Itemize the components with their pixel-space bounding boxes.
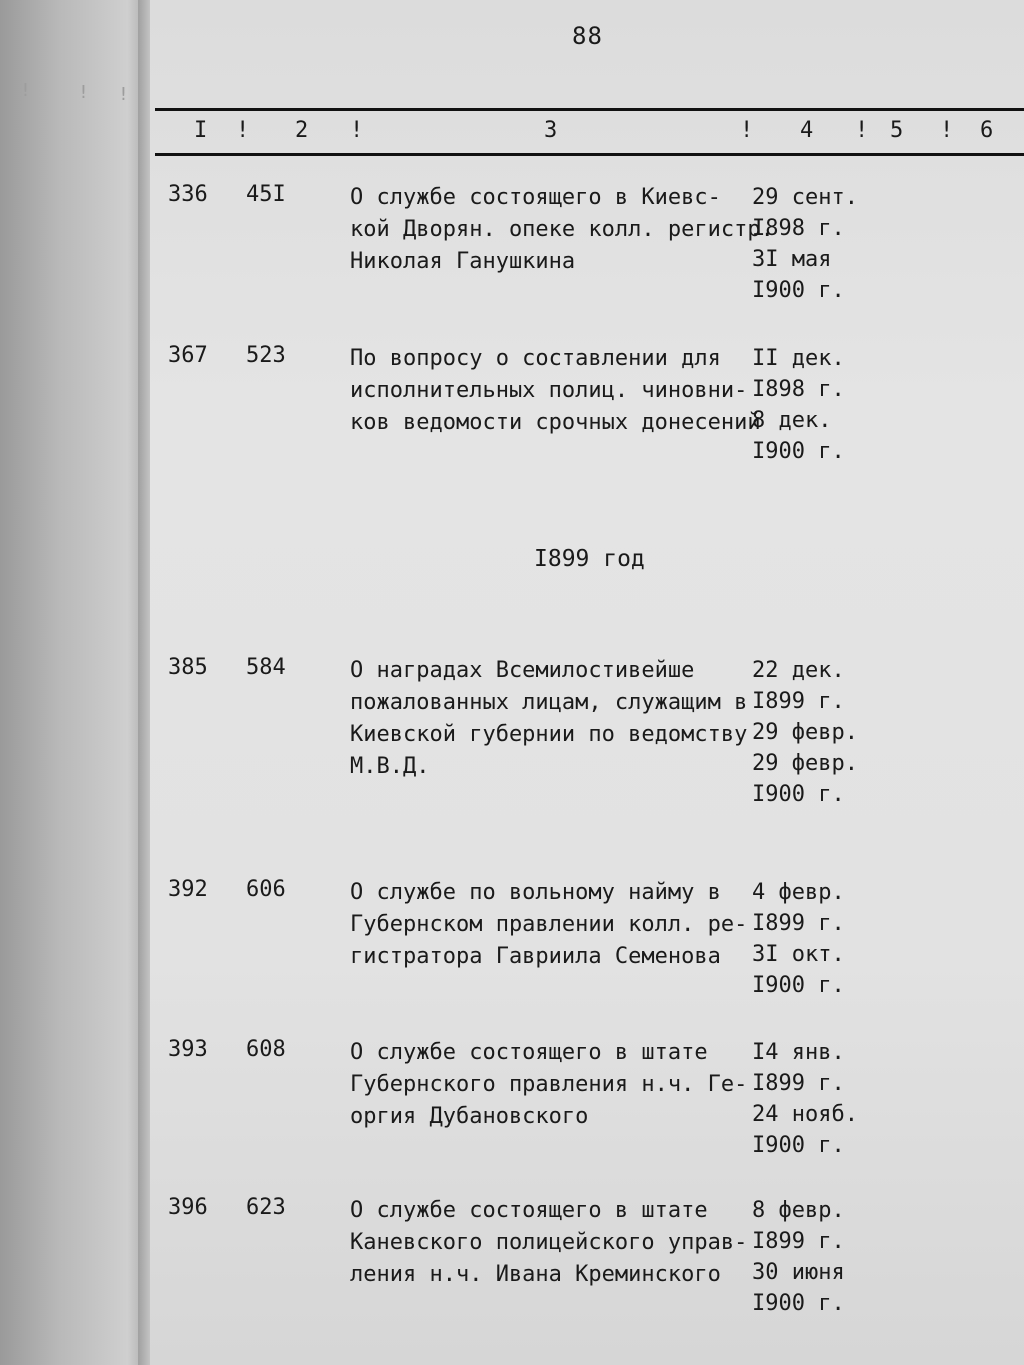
file-number: 584 [246,655,286,680]
document-page [150,0,1024,1365]
bleed-mark: ! [118,84,129,105]
date-line: I900 г. [752,782,845,807]
date-line: 24 нояб. [752,1102,858,1127]
title-line: ков ведомости срочных донесений [350,410,761,435]
column-header-4: 4 [800,118,814,143]
title-line: О службе состоящего в штате [350,1198,708,1223]
column-separator: ! [855,118,869,143]
title-line: пожалованных лицам, служащим в [350,690,748,715]
bleed-mark: ! [20,80,31,101]
entry-number: 385 [168,655,208,680]
date-line: 22 дек. [752,658,845,683]
title-line: ления н.ч. Ивана Креминского [350,1262,721,1287]
date-line: I899 г. [752,1229,845,1254]
page-number: 88 [572,22,603,50]
title-line: кой Дворян. опеке колл. регистр. [350,217,774,242]
date-line: I900 г. [752,973,845,998]
left-page-edge [0,0,150,1365]
date-line: I898 г. [752,377,845,402]
title-line: По вопросу о составлении для [350,346,721,371]
date-line: 29 февр. [752,751,858,776]
column-header-6: 6 [980,118,994,143]
entry-dates [752,1195,845,1319]
date-line: I899 г. [752,689,845,714]
entry-dates [752,182,858,306]
column-header-3: 3 [544,118,558,143]
title-line: Николая Ганушкина [350,249,576,274]
title-line: гистратора Гавриила Семенова [350,944,721,969]
date-line: 30 июня [752,1260,845,1285]
entry-title [350,655,760,783]
date-line: 3I мая [752,247,832,272]
date-line: I900 г. [752,278,845,303]
column-separator: ! [740,118,754,143]
entry-title [350,1037,760,1133]
title-line: Каневского полицейского управ- [350,1230,748,1255]
entry-number: 392 [168,877,208,902]
date-line: II дек. [752,346,845,371]
bleed-mark: ! [78,82,89,103]
entry-title [350,182,774,278]
entry-title [350,343,760,439]
date-line: 29 февр. [752,720,858,745]
title-line: Губернском правлении колл. ре- [350,912,748,937]
file-number: 45I [246,182,286,207]
date-line: I900 г. [752,1291,845,1316]
entry-dates [752,655,858,810]
file-number: 523 [246,343,286,368]
title-line: Киевской губернии по ведомству [350,722,748,747]
year-heading: I899 год [534,546,645,572]
title-line: О наградах Всемилостивейше [350,658,695,683]
title-line: М.В.Д. [350,754,430,779]
entry-number: 396 [168,1195,208,1220]
date-line: I899 г. [752,1071,845,1096]
date-line: 29 сент. [752,185,858,210]
date-line: I4 янв. [752,1040,845,1065]
column-separator: ! [236,118,250,143]
table-header-top-rule [155,108,1024,111]
entry-number: 336 [168,182,208,207]
date-line: 4 февр. [752,880,845,905]
title-line: оргия Дубановского [350,1104,589,1129]
date-line: I899 г. [752,911,845,936]
date-line: 8 февр. [752,1198,845,1223]
column-header-2: 2 [295,118,309,143]
entry-dates [752,877,845,1001]
date-line: I898 г. [752,216,845,241]
title-line: Губернского правления н.ч. Ге- [350,1072,748,1097]
table-header-bottom-rule [155,153,1024,156]
column-header-1: I [194,118,208,143]
date-line: 3I окт. [752,942,845,967]
entry-dates [752,1037,858,1161]
title-line: исполнительных полиц. чиновни- [350,378,748,403]
column-separator: ! [350,118,364,143]
file-number: 608 [246,1037,286,1062]
title-line: О службе состоящего в штате [350,1040,708,1065]
date-line: I900 г. [752,439,845,464]
entry-number: 393 [168,1037,208,1062]
entry-title [350,1195,760,1291]
table-column-header [150,118,1024,148]
column-header-5: 5 [890,118,904,143]
file-number: 623 [246,1195,286,1220]
column-separator: ! [940,118,954,143]
date-line: I900 г. [752,1133,845,1158]
entry-title [350,877,760,973]
title-line: О службе по вольному найму в [350,880,721,905]
file-number: 606 [246,877,286,902]
entry-number: 367 [168,343,208,368]
date-line: 8 дек. [752,408,832,433]
title-line: О службе состоящего в Киевс- [350,185,721,210]
entry-dates [752,343,845,467]
